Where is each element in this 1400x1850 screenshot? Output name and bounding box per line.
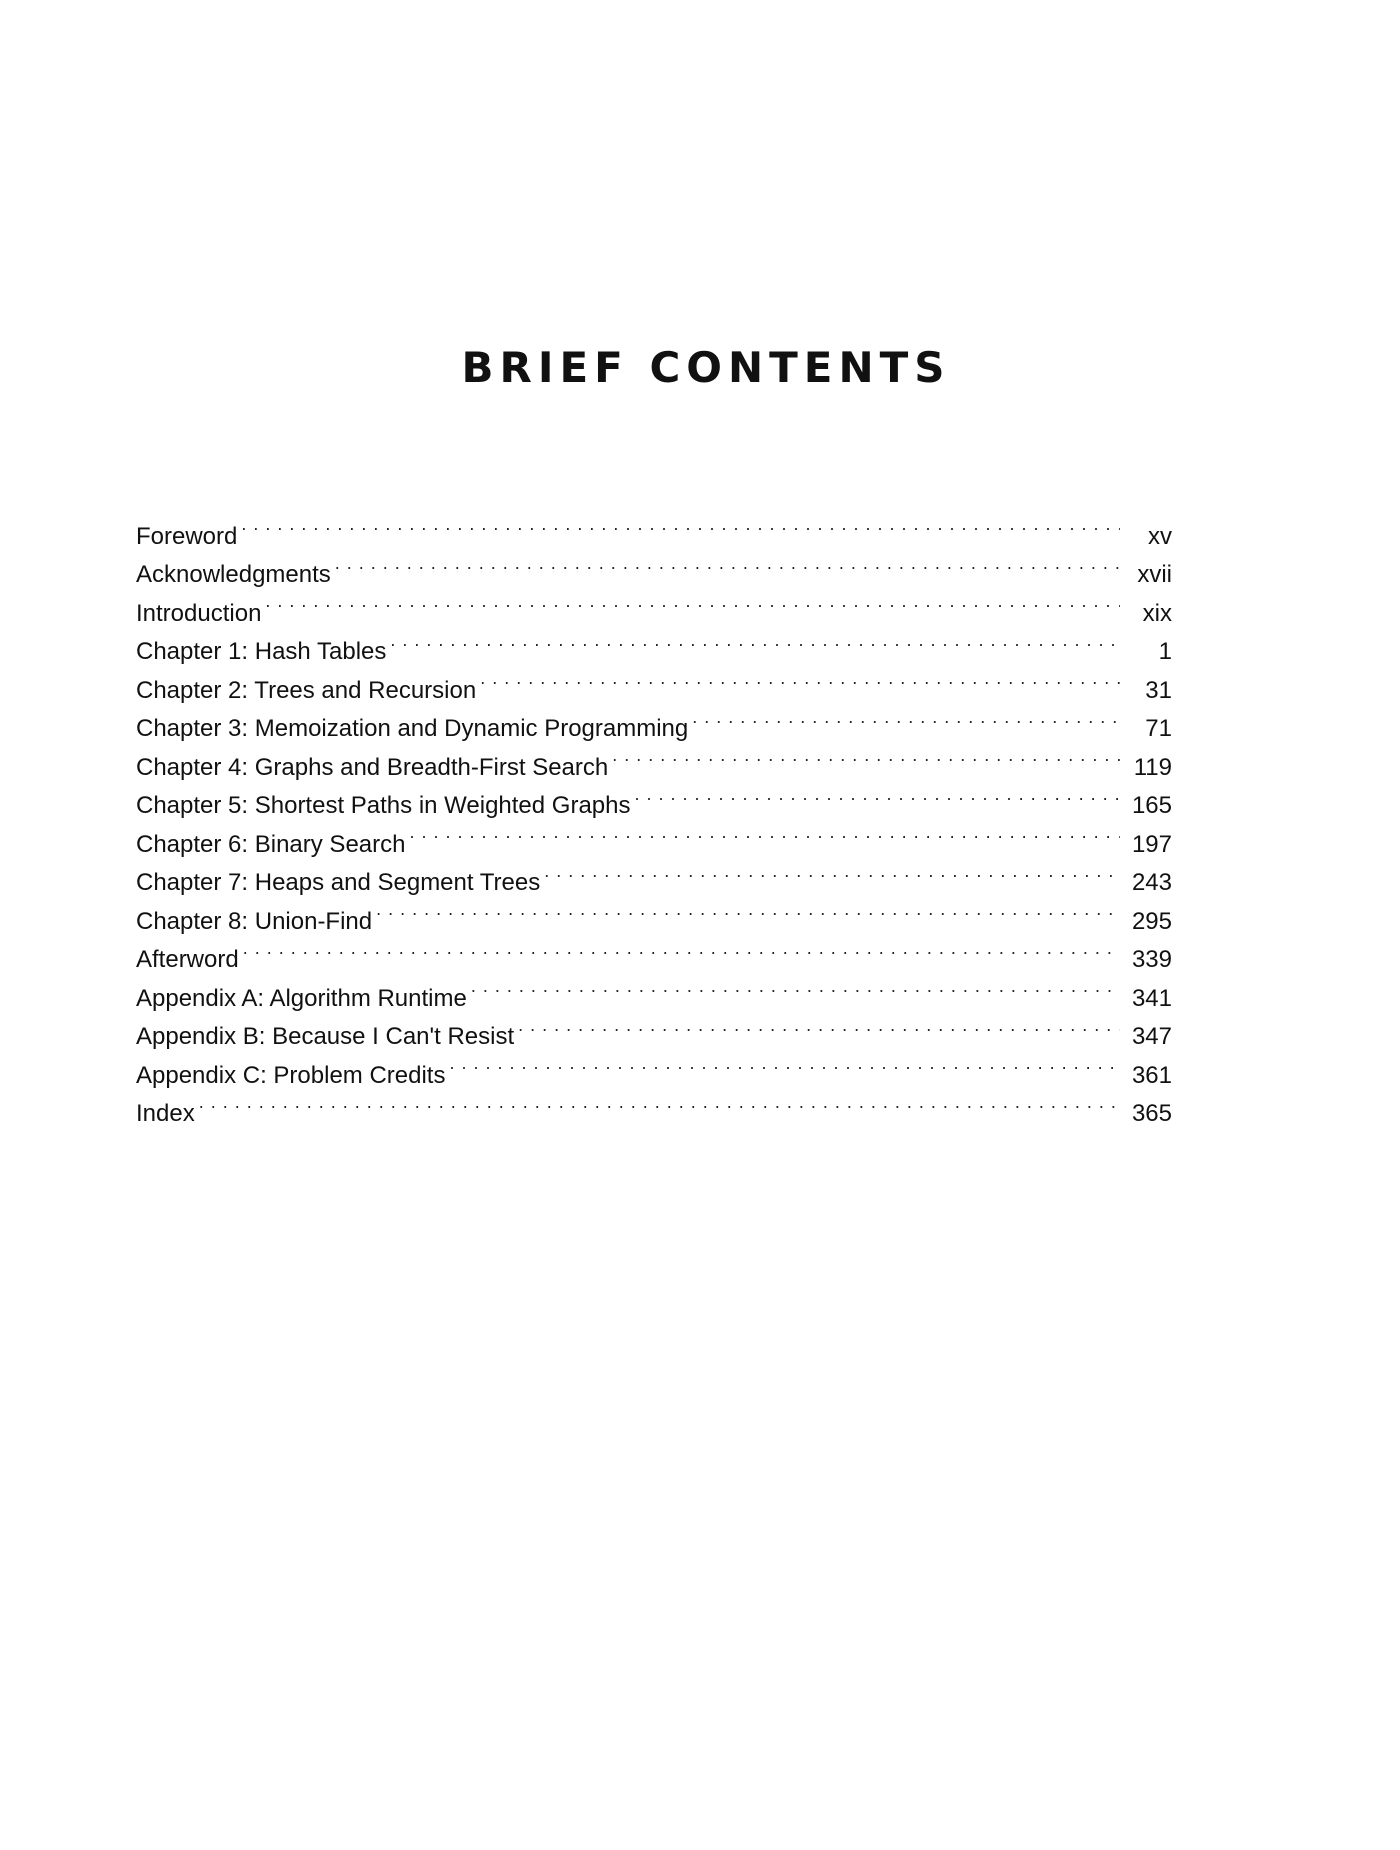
toc-entry-introduction [136,582,1172,627]
toc-page-number: 119 [1133,753,1172,781]
toc-entry-label: Acknowledgments [136,561,331,588]
dot-leader [480,659,1120,698]
toc-page-number: 339 [1131,946,1172,973]
dot-leader [635,775,1121,814]
dot-leader [409,813,1120,852]
toc-entry-label: Chapter 1: Hash Tables [136,638,387,665]
toc-entry-label: Chapter 8: Union-Find [136,907,373,935]
toc-entry-chapter-1 [136,621,1172,665]
toc-page-number: 295 [1131,907,1172,935]
dot-leader [544,852,1120,891]
toc-entry-label: Chapter 2: Trees and Recursion [136,676,477,704]
toc-entry-label: Chapter 7: Heaps and Segment Trees [136,869,541,896]
dot-leader [241,505,1120,544]
table-of-contents [136,505,1172,1127]
dot-leader [449,1044,1120,1083]
toc-page-number: xvii [1137,561,1172,588]
toc-entry-label: Appendix C: Problem Credits [136,1061,446,1089]
toc-entry-appendix-a [136,967,1172,1012]
toc-entry-label: Appendix B: Because I Can't Resist [136,1023,515,1050]
toc-page-number: xix [1142,599,1172,627]
toc-entry-label: Chapter 5: Shortest Paths in Weighted Graphs [136,792,631,819]
toc-page-number: 165 [1131,792,1172,819]
dot-leader [199,1083,1120,1122]
dot-leader [518,1006,1120,1045]
toc-page-number: 347 [1131,1023,1172,1050]
dot-leader [335,544,1120,583]
dot-leader [390,621,1120,660]
dot-leader [376,890,1120,929]
toc-page-number: 1 [1158,638,1172,665]
toc-entry-afterword [136,929,1172,973]
dot-leader [692,698,1120,737]
toc-entry-label: Chapter 3: Memoization and Dynamic Programming [136,715,689,742]
dot-leader [612,736,1120,775]
page-title: BRIEF CONTENTS [461,343,951,392]
toc-entry-label: Index [136,1100,195,1127]
toc-entry-label: Afterword [136,946,239,973]
toc-page-number: 31 [1145,676,1172,704]
toc-page-number: xv [1148,522,1172,550]
toc-page-number: 361 [1131,1061,1172,1089]
toc-entry-label: Introduction [136,599,262,627]
dot-leader [243,929,1120,968]
toc-entry-index [136,1083,1172,1127]
toc-page-number: 71 [1145,715,1172,742]
dot-leader [265,582,1120,621]
toc-entry-acknowledgments [136,544,1172,588]
toc-entry-foreword [136,505,1172,550]
toc-page-number: 341 [1131,984,1172,1012]
toc-page-number: 365 [1131,1100,1172,1127]
toc-entry-label: Chapter 4: Graphs and Breadth-First Search [136,753,609,781]
toc-entry-label: Foreword [136,522,238,550]
toc-page-number: 243 [1131,869,1172,896]
toc-entry-label: Chapter 6: Binary Search [136,830,406,858]
toc-entry-label: Appendix A: Algorithm Runtime [136,984,467,1012]
dot-leader [471,967,1120,1006]
toc-page-number: 197 [1131,830,1172,858]
